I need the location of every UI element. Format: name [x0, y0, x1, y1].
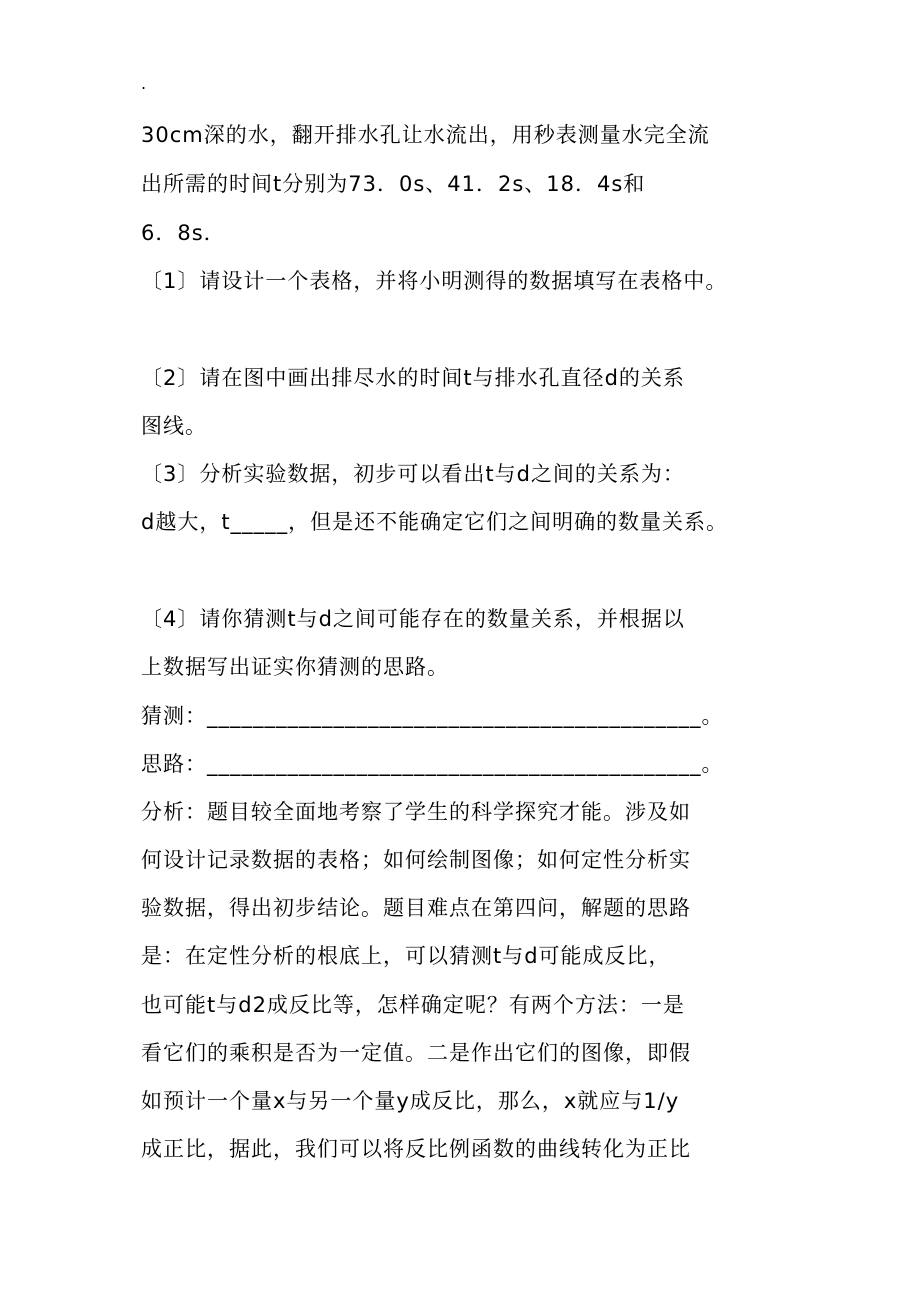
analysis-line-3: 验数据，得出初步结论。题目难点在第四问，解题的思路	[141, 896, 691, 920]
question-2-continued: 图线。	[141, 414, 207, 438]
header-mark: .	[141, 74, 147, 93]
question-2: 〔2〕请在图中画出排尽水的时间t与排水孔直径d的关系	[141, 366, 685, 390]
analysis-line-8: 成正比，据此，我们可以将反比例函数的曲线转化为正比	[141, 1137, 691, 1161]
question-3: 〔3〕分析实验数据，初步可以看出t与d之间的关系为：	[141, 462, 685, 486]
text-line-2: 出所需的时间t分别为73．0s、41．2s、18．4s和	[141, 172, 646, 196]
analysis-line-7: 如预计一个量x与另一个量y成反比，那么，x就应与1/y	[141, 1089, 680, 1113]
analysis-line-5: 也可能t与d2成反比等，怎样确定呢？有两个方法：一是	[141, 993, 685, 1017]
question-4: 〔4〕请你猜测t与d之间可能存在的数量关系，并根据以	[141, 607, 685, 631]
analysis-line-4: 是：在定性分析的根底上，可以猜测t与d可能成反比，	[141, 944, 671, 968]
analysis-line-6: 看它们的乘积是否为一定值。二是作出它们的图像，即假	[141, 1041, 691, 1065]
analysis-line-2: 何设计记录数据的表格；如何绘制图像；如何定性分析实	[141, 848, 691, 872]
question-1: 〔1〕请设计一个表格，并将小明测得的数据填写在表格中。	[141, 269, 728, 293]
text-line-1: 30cm深的水，翻开排水孔让水流出，用秒表测量水完全流	[141, 123, 710, 147]
question-4-continued: 上数据写出证实你猜测的思路。	[141, 655, 449, 679]
analysis-line-1: 分析：题目较全面地考察了学生的科学探究才能。涉及如	[141, 800, 691, 824]
question-3-blank-line: d越大，t_____，但是还不能确定它们之间明确的数量关系。	[141, 510, 729, 534]
guess-answer-line: 猜测：___________________________________________。	[141, 704, 724, 728]
text-line-3: 6．8s．	[141, 221, 226, 245]
approach-answer-line: 思路：___________________________________________。	[141, 752, 724, 776]
